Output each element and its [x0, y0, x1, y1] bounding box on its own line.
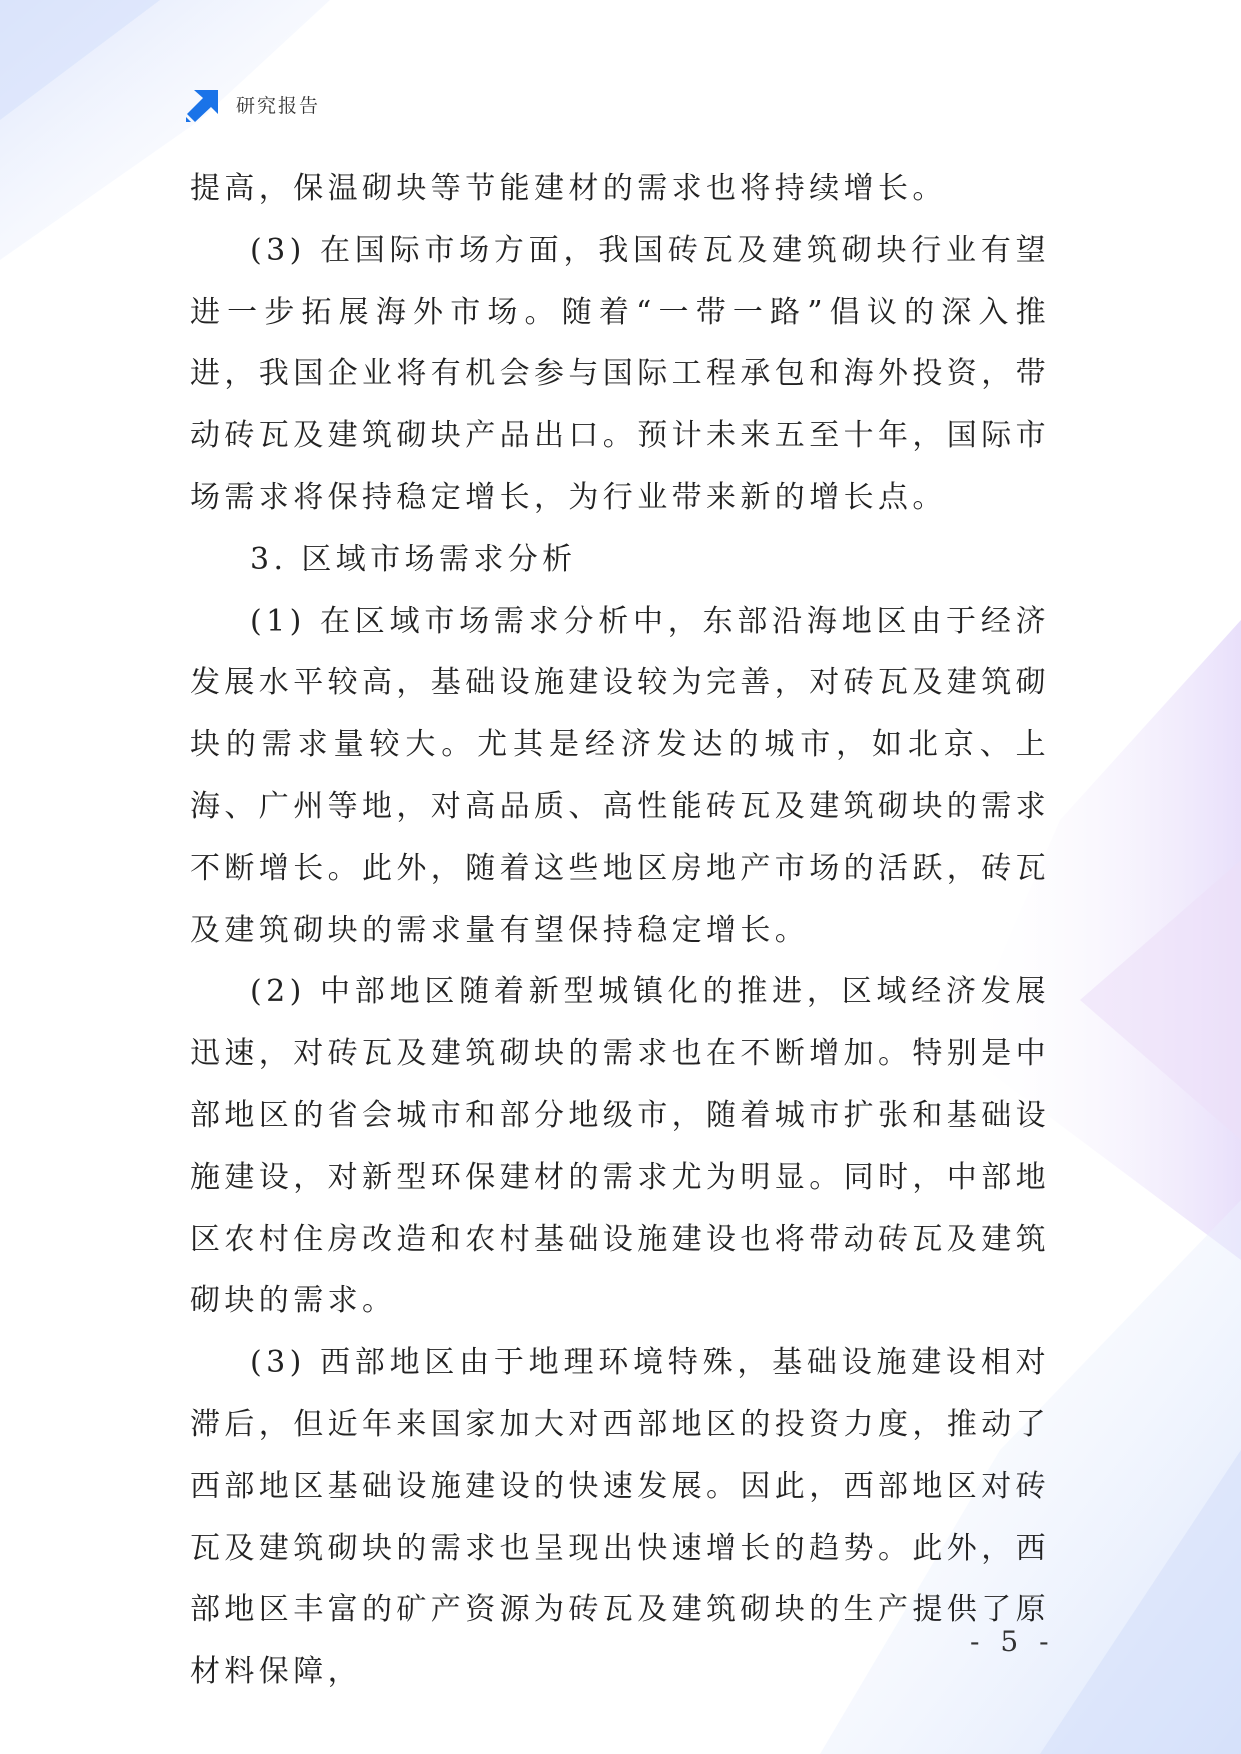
arrow-up-right-icon: [186, 86, 222, 122]
paragraph-western-region: (3) 西部地区由于地理环境特殊，基础设施建设相对滞后，但近年来国家加大对西部地区的投资力度，推动了西部地区基础设施建设的快速发展。因此，西部地区对砖瓦及建筑砌块的需求也呈现出快速增长的趋势。此外，西部地区丰富的矿产资源为砖瓦及建筑砌块的生产提供了原材料保障，: [190, 1345, 1050, 1690]
paragraph-eastern-region: (1) 在区域市场需求分析中，东部沿海地区由于经济发展水平较高，基础设施建设较为完善，对砖瓦及建筑砌块的需求量较大。尤其是经济发达的城市，如北京、上海、广州等地，对高品质、高性能砖瓦及建筑砌块的需求不断增长。此外，随着这些地区房地产市场的活跃，砖瓦及建筑砌块的需求量有望保持稳定增长。: [190, 603, 1050, 948]
section-heading: 3. 区域市场需求分析: [250, 541, 577, 577]
page-number: - 5 -: [970, 1625, 1055, 1658]
paragraph-international-market: (3) 在国际市场方面，我国砖瓦及建筑砌块行业有望进一步拓展海外市场。随着“一带一路”倡议的深入推进，我国企业将有机会参与国际工程承包和海外投资，带动砖瓦及建筑砌块产品出口。预计未来五至十年，国际市场需求将保持稳定增长，为行业带来新的增长点。: [190, 232, 1050, 515]
document-body: [190, 158, 1050, 1703]
paragraph-continued: 提高，保温砌块等节能建材的需求也将持续增长。: [190, 171, 947, 206]
paragraph-central-region: (2) 中部地区随着新型城镇化的推进，区域经济发展迅速，对砖瓦及建筑砌块的需求也在不断增加。特别是中部地区的省会城市和部分地级市，随着城市扩张和基础设施建设，对新型环保建材的需求尤为明显。同时，中部地区农村住房改造和农村基础设施建设也将带动砖瓦及建筑砌块的需求。: [190, 974, 1050, 1319]
report-header: [186, 86, 320, 122]
report-header-title: 研究报告: [236, 94, 321, 117]
